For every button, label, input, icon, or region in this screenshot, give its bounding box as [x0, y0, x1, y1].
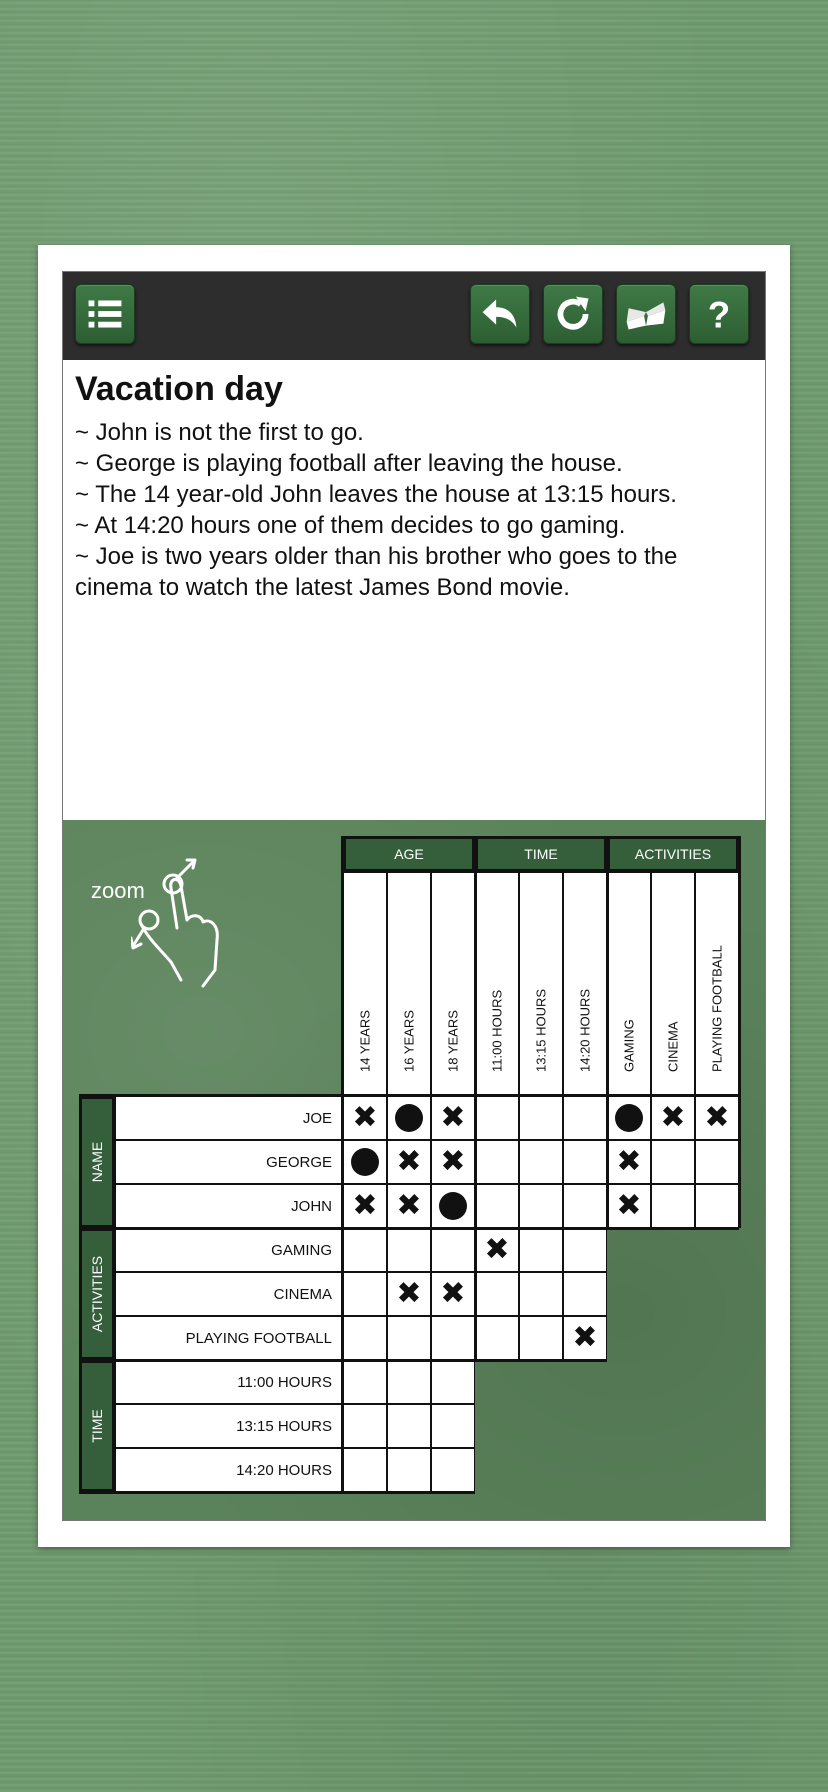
grid-divider [79, 1094, 739, 1097]
grid-cell[interactable] [387, 1096, 431, 1140]
grid-divider [738, 836, 741, 1228]
help-icon [690, 285, 748, 343]
grid-cell[interactable] [431, 1316, 475, 1360]
grid-cell[interactable] [475, 1096, 519, 1140]
clue-1: ~ John is not the first to go. [75, 419, 364, 446]
cross-mark: ✖ [440, 1100, 466, 1135]
column-header-label: 18 YEARS [445, 1010, 461, 1072]
grid-cell[interactable] [387, 1404, 431, 1448]
column-group-activities: ACTIVITIES [607, 836, 739, 872]
grid-cell[interactable] [607, 1140, 651, 1184]
grid-cell[interactable] [651, 1184, 695, 1228]
grid-cell[interactable] [343, 1228, 387, 1272]
row-header: GEORGE [115, 1140, 343, 1184]
column-header [475, 872, 519, 1096]
dot-mark [395, 1104, 423, 1132]
cross-mark: ✖ [352, 1100, 378, 1135]
grid-cell[interactable] [519, 1096, 563, 1140]
grid-cell[interactable] [387, 1448, 431, 1492]
grid-cell[interactable] [431, 1096, 475, 1140]
clue-4: ~ At 14:20 hours one of them decides to go gaming. [75, 512, 626, 539]
grid-cell[interactable] [651, 1096, 695, 1140]
pinch-zoom-icon [131, 850, 231, 990]
grid-cell[interactable] [475, 1184, 519, 1228]
grid-cell[interactable] [343, 1096, 387, 1140]
dot-mark [439, 1192, 467, 1220]
row-header: JOHN [115, 1184, 343, 1228]
row-header: CINEMA [115, 1272, 343, 1316]
grid-cell[interactable] [387, 1360, 431, 1404]
grid-cell[interactable] [343, 1448, 387, 1492]
grid-cell[interactable] [431, 1272, 475, 1316]
cross-mark: ✖ [352, 1188, 378, 1223]
grid-cell[interactable] [431, 1448, 475, 1492]
cross-mark: ✖ [396, 1144, 422, 1179]
cross-mark: ✖ [440, 1276, 466, 1311]
grid-cell[interactable] [343, 1360, 387, 1404]
dot-mark [351, 1148, 379, 1176]
row-group-label: ACTIVITIES [89, 1255, 105, 1333]
menu-icon [76, 285, 134, 343]
grid-cell[interactable] [431, 1184, 475, 1228]
grid-divider [79, 1359, 607, 1362]
row-group-label: NAME [89, 1141, 105, 1183]
toolbar [63, 272, 765, 360]
grid-cell[interactable] [343, 1140, 387, 1184]
restart-button[interactable] [543, 284, 603, 344]
grid-cell[interactable] [431, 1228, 475, 1272]
grid-cell[interactable] [519, 1184, 563, 1228]
zoom-hint-label: zoom [91, 878, 145, 903]
cross-mark: ✖ [616, 1144, 642, 1179]
logic-grid-area[interactable] [63, 820, 765, 1521]
grid-cell[interactable] [387, 1316, 431, 1360]
column-header-label: PLAYING FOOTBALL [709, 945, 725, 1072]
grid-cell[interactable] [475, 1316, 519, 1360]
grid-cell[interactable] [431, 1360, 475, 1404]
column-header-label: 11:00 HOURS [489, 989, 505, 1072]
column-header [519, 872, 563, 1096]
grid-cell[interactable] [343, 1316, 387, 1360]
row-header: 14:20 HOURS [115, 1448, 343, 1492]
column-header [387, 872, 431, 1096]
row-group-name [79, 1096, 115, 1228]
dot-mark [615, 1104, 643, 1132]
column-header [431, 872, 475, 1096]
clue-3: ~ The 14 year-old John leaves the house at 13:15 hours. [75, 481, 677, 508]
column-group-age: AGE [343, 836, 475, 872]
grid-cell[interactable] [519, 1228, 563, 1272]
cross-mark: ✖ [572, 1320, 598, 1355]
clue-2: ~ George is playing football after leaving the house. [75, 450, 623, 477]
grid-cell[interactable] [563, 1272, 607, 1316]
grid-cell[interactable] [387, 1184, 431, 1228]
grid-cell[interactable] [475, 1272, 519, 1316]
column-header-label: 14 YEARS [357, 1010, 373, 1072]
grid-cell[interactable] [695, 1184, 739, 1228]
column-header [651, 872, 695, 1096]
clue-5: ~ Joe is two years older than his brother who goes to the cinema to watch the latest James Bond movie. [75, 543, 678, 601]
grid-cell[interactable] [563, 1228, 607, 1272]
grid-cell[interactable] [563, 1184, 607, 1228]
grid-cell[interactable] [563, 1140, 607, 1184]
cross-mark: ✖ [440, 1144, 466, 1179]
undo-icon [471, 285, 529, 343]
book-icon [617, 285, 675, 343]
grid-cell[interactable] [563, 1316, 607, 1360]
grid-cell[interactable] [695, 1140, 739, 1184]
column-header-label: GAMING [621, 1019, 637, 1072]
column-header-label: 13:15 HOURS [533, 988, 549, 1072]
cross-mark: ✖ [484, 1232, 510, 1267]
grid-cell[interactable] [387, 1228, 431, 1272]
cross-mark: ✖ [396, 1188, 422, 1223]
grid-cell[interactable] [519, 1272, 563, 1316]
grid-cell[interactable] [519, 1140, 563, 1184]
grid-divider [606, 836, 609, 1228]
grid-cell[interactable] [651, 1140, 695, 1184]
puzzle-panel [62, 271, 766, 1521]
grid-cell[interactable] [563, 1096, 607, 1140]
grid-cell[interactable] [695, 1096, 739, 1140]
column-group-time: TIME [475, 836, 607, 872]
row-header: 11:00 HOURS [115, 1360, 343, 1404]
cross-mark: ✖ [660, 1100, 686, 1135]
cross-mark: ✖ [616, 1188, 642, 1223]
grid-divider [474, 836, 477, 1360]
undo-button[interactable] [470, 284, 530, 344]
cross-mark: ✖ [704, 1100, 730, 1135]
column-header [695, 872, 739, 1096]
grid-divider [341, 836, 344, 1492]
grid-cell[interactable] [343, 1184, 387, 1228]
row-group-label: TIME [89, 1409, 105, 1443]
row-header: JOE [115, 1096, 343, 1140]
clues-panel [63, 360, 765, 820]
column-header [607, 872, 651, 1096]
help-button[interactable] [689, 284, 749, 344]
svg-text:?: ? [707, 294, 731, 336]
row-header: GAMING [115, 1228, 343, 1272]
grid-cell[interactable] [475, 1228, 519, 1272]
grid-cell[interactable] [431, 1140, 475, 1184]
rules-book-button[interactable] [616, 284, 676, 344]
column-header [563, 872, 607, 1096]
restart-icon [544, 285, 602, 343]
grid-cell[interactable] [343, 1272, 387, 1316]
row-group-time [79, 1360, 115, 1492]
row-group-activities [79, 1228, 115, 1360]
menu-button[interactable] [75, 284, 135, 344]
cross-mark: ✖ [396, 1276, 422, 1311]
grid-cell[interactable] [387, 1272, 431, 1316]
grid-divider [79, 1227, 739, 1230]
grid-cell[interactable] [519, 1316, 563, 1360]
puzzle-card [38, 245, 790, 1547]
grid-cell[interactable] [343, 1404, 387, 1448]
row-header: 13:15 HOURS [115, 1404, 343, 1448]
grid-cell[interactable] [475, 1140, 519, 1184]
column-header [343, 872, 387, 1096]
column-header-label: 16 YEARS [401, 1010, 417, 1072]
column-header-label: CINEMA [665, 1021, 681, 1072]
puzzle-title: Vacation day [75, 370, 283, 408]
grid-cell[interactable] [431, 1404, 475, 1448]
column-header-label: 14:20 HOURS [577, 988, 593, 1072]
grid-cell[interactable] [607, 1096, 651, 1140]
grid-cell[interactable] [387, 1140, 431, 1184]
row-header: PLAYING FOOTBALL [115, 1316, 343, 1360]
grid-cell[interactable] [607, 1184, 651, 1228]
grid-divider [79, 1491, 475, 1494]
